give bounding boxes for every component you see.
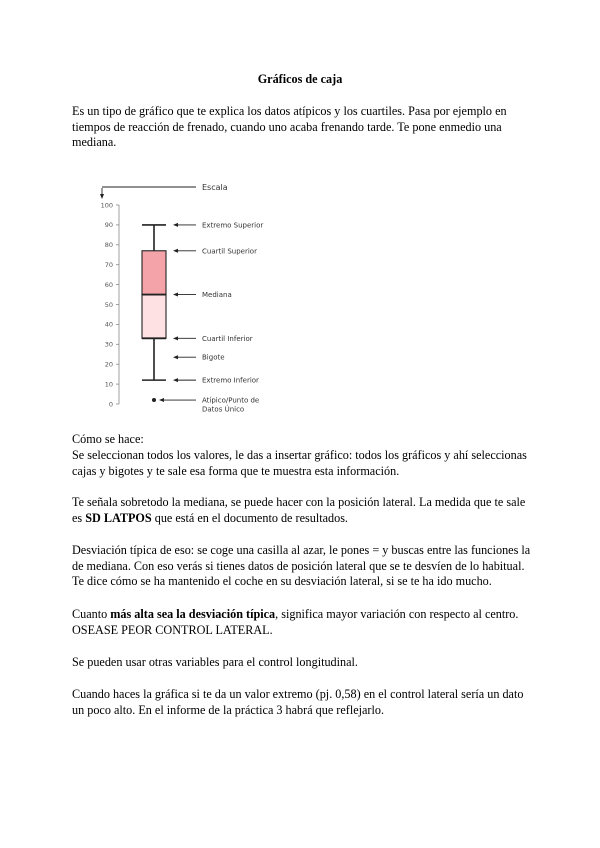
- outlier-point: [152, 398, 156, 402]
- annotation-arrow-head: [173, 293, 178, 297]
- escala-arrow-head: [100, 194, 104, 199]
- annotation-arrow-head: [173, 249, 178, 253]
- cuanto-bold: más alta sea la desviación típica: [110, 607, 276, 621]
- label-escala: Escala: [202, 183, 228, 192]
- annotation-arrow-head: [173, 223, 178, 227]
- como-heading: Cómo se hace:: [72, 432, 144, 446]
- label-cuartil-superior: Cuartil Superior: [202, 247, 257, 256]
- como-paragraph: Se seleccionan todos los valores, le das a insertar gráfico: todos los gráficos y ahí seleccionas cajas y bigotes y te sale esa forma que te muestra esta información.: [72, 448, 527, 478]
- y-tick-label: 40: [104, 320, 113, 329]
- y-tick-label: 30: [104, 340, 113, 349]
- senala-paragraph: [72, 495, 532, 526]
- annotation-arrow-head: [159, 398, 164, 402]
- box-plot-chart: [84, 176, 284, 421]
- annotation-arrow-head: [173, 378, 178, 382]
- upper-quartile-box: [142, 251, 166, 295]
- cuanto-caps-line: OSEASE PEOR CONTROL LATERAL.: [72, 623, 273, 637]
- y-tick-label: 10: [104, 380, 113, 389]
- y-tick-label: 70: [104, 261, 113, 269]
- y-tick-label: 50: [104, 300, 113, 309]
- annotation-arrow-head: [173, 355, 178, 359]
- y-tick-label: 60: [104, 280, 113, 289]
- label-mediana: Mediana: [202, 291, 232, 300]
- y-tick-label: 80: [104, 241, 113, 250]
- senala-text-pre: Te señala sobretodo la mediana, se puede hacer con la posición lateral. La medida que te sale es: [72, 495, 526, 525]
- page-title: Gráficos de caja: [257, 72, 343, 86]
- label-extremo-superior: Extremo Superior: [202, 221, 264, 230]
- otras-paragraph: Se pueden usar otras variables para el control longitudinal.: [72, 655, 358, 669]
- cuanto-paragraph: [72, 607, 532, 623]
- label-extremo-inferior: Extremo Inferior: [202, 376, 259, 385]
- annotation-arrow-head: [173, 336, 178, 340]
- label-atipico-line1: Atípico/Punto de: [202, 396, 260, 405]
- box-plot-figure: [84, 176, 284, 421]
- cuanto-text-post: , significa mayor variación con respecto al centro.: [275, 607, 519, 621]
- label-bigote: Bigote: [202, 353, 225, 362]
- y-tick-label: 100: [100, 201, 113, 210]
- label-cuartil-inferior: Cuartil Inferior: [202, 334, 253, 343]
- y-tick-label: 20: [104, 360, 113, 369]
- label-atipico-line2: Datos Único: [202, 405, 245, 414]
- intro-paragraph: Es un tipo de gráfico que te explica los datos atípicos y los cuartiles. Pasa por ejemplo en tiempos de reacción de frenado, cuando uno acaba frenando tarde. Te pone enmedio una mediana.: [72, 104, 507, 150]
- desviacion-paragraph: Desviación típica de eso: se coge una casilla al azar, le pones = y buscas entre las funciones la de mediana. Con eso verás si tienes datos de posición lateral que se te desvíen de lo habitual. Te dice cómo se ha mantenido el coche en su desviación lateral, si se te ha ido mucho.: [72, 543, 531, 589]
- senala-text-post: que está en el documento de resultados.: [151, 510, 348, 525]
- y-axis-ticks: [101, 201, 119, 408]
- cuanto-text-pre: Cuanto: [72, 607, 111, 621]
- lower-quartile-box: [142, 295, 166, 339]
- senala-bold: SD LATPOS: [85, 510, 152, 525]
- cuando-paragraph: Cuando haces la gráfica si te da un valor extremo (pj. 0,58) en el control lateral sería un dato un poco alto. En el informe de la práctica 3 habrá que reflejarlo.: [72, 687, 524, 717]
- y-tick-label: 0: [108, 400, 113, 409]
- y-tick-label: 90: [104, 221, 113, 230]
